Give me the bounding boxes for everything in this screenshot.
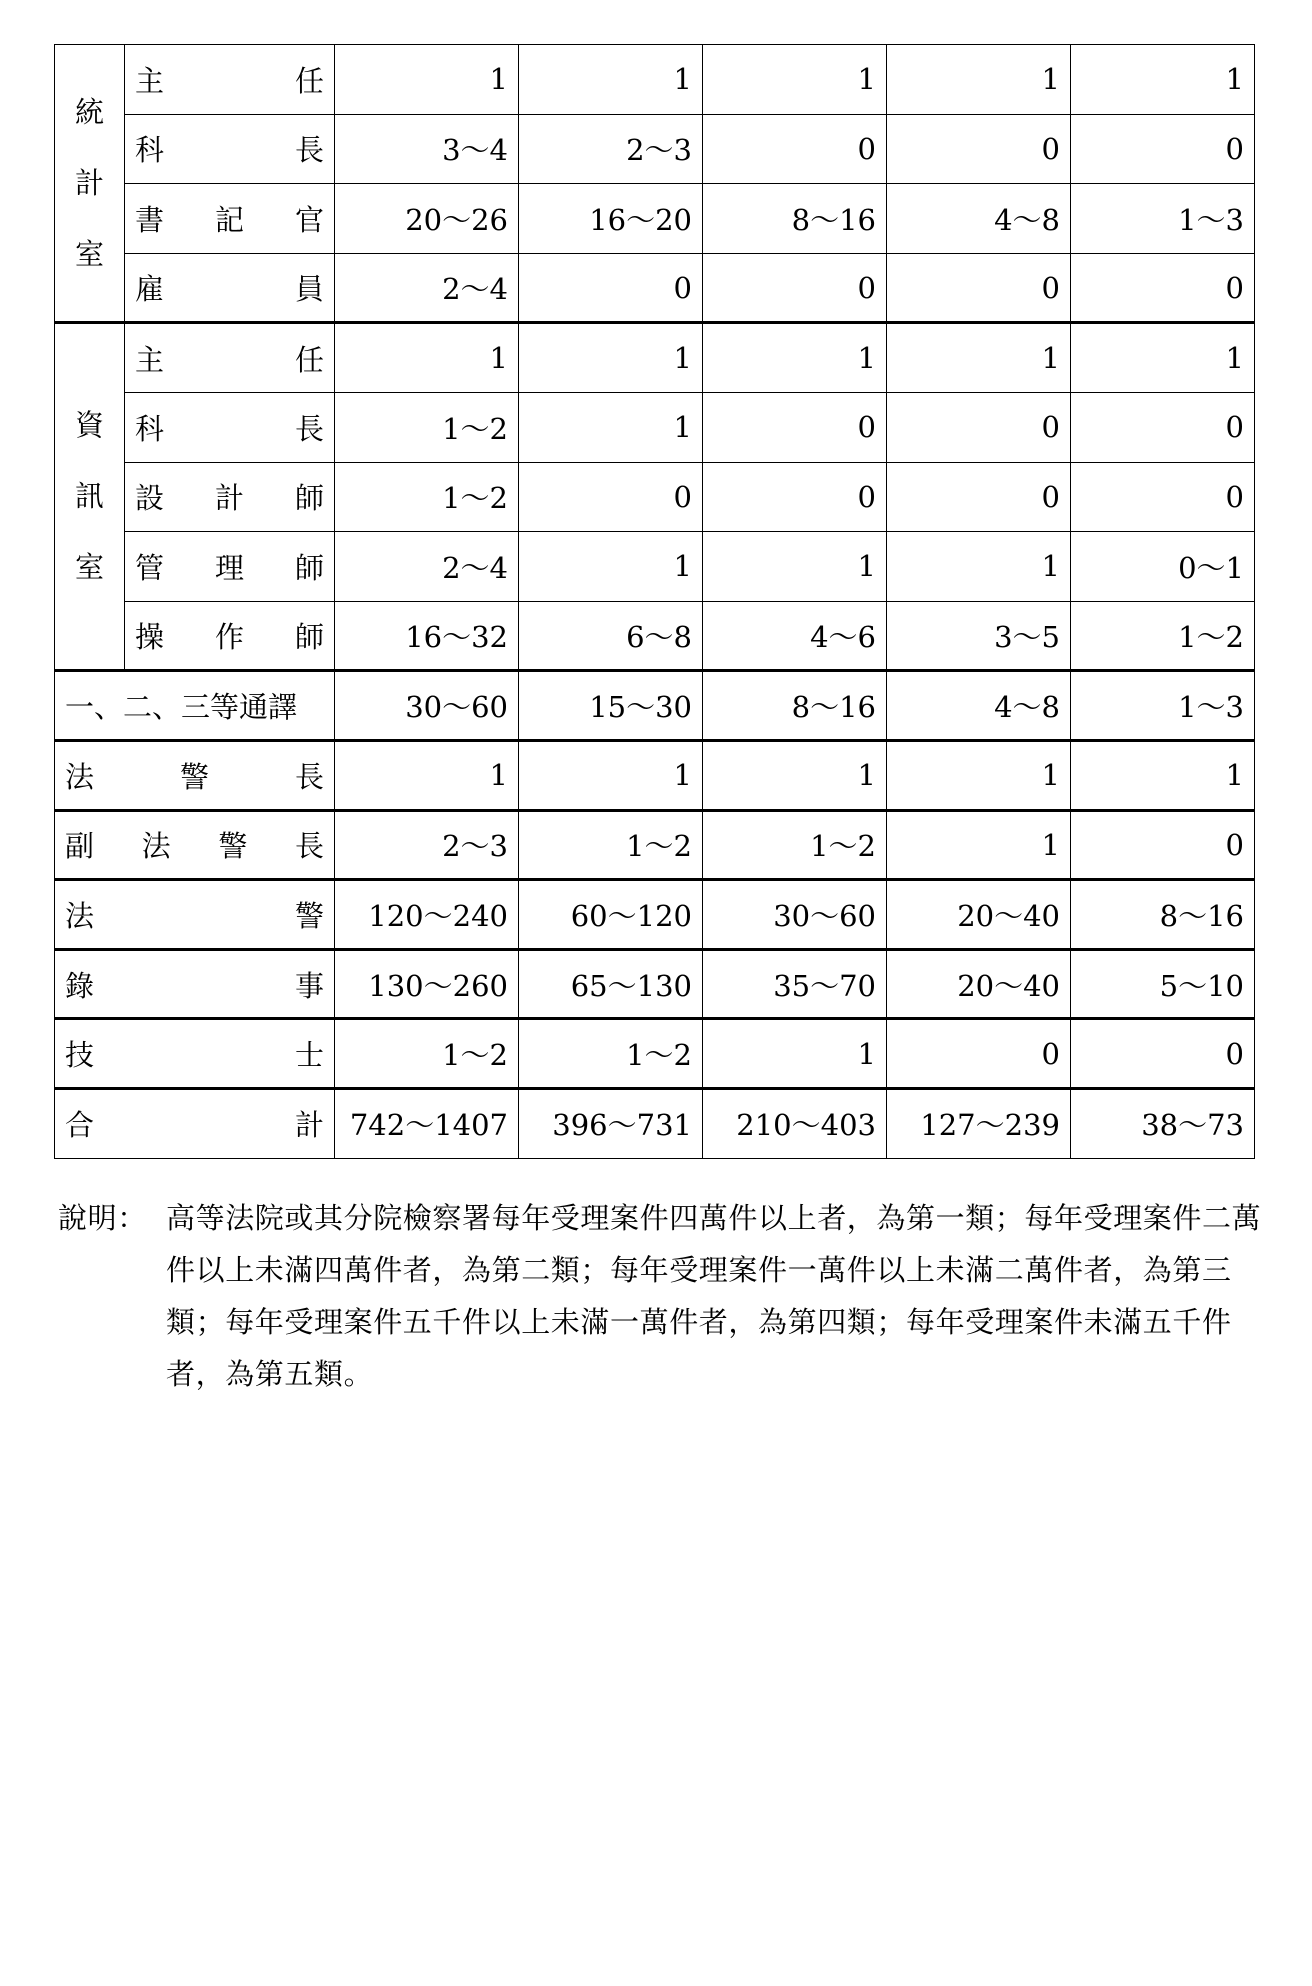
position-title-char: 雇 (135, 272, 165, 307)
position-title-char: 師 (294, 481, 324, 516)
table-row (55, 184, 1255, 254)
position-title-char: 主 (135, 63, 165, 98)
category-5-value: 0 (1071, 1019, 1255, 1089)
category-3-value: 0 (703, 253, 887, 323)
position-title (125, 601, 335, 671)
position-title-char: 警 (218, 829, 248, 864)
position-title (55, 1088, 335, 1158)
category-5-value: 8～16 (1071, 880, 1255, 950)
category-1-value: 1～2 (335, 392, 519, 462)
table-row (55, 601, 1255, 671)
category-1-value: 1 (335, 323, 519, 393)
category-4-value: 0 (887, 392, 1071, 462)
category-1-value: 2～4 (335, 253, 519, 323)
table-row (55, 114, 1255, 184)
category-1-value: 2～4 (335, 532, 519, 602)
category-4-value: 0 (887, 114, 1071, 184)
category-5-value: 38～73 (1071, 1088, 1255, 1158)
group-label-char: 資 (74, 408, 104, 443)
category-3-value: 0 (703, 462, 887, 532)
position-title (55, 740, 335, 810)
table-row (55, 532, 1255, 602)
position-title (125, 114, 335, 184)
category-2-value: 16～20 (519, 184, 703, 254)
category-2-value: 1 (519, 45, 703, 115)
category-3-value: 1 (703, 1019, 887, 1089)
position-title-char: 警 (179, 759, 209, 794)
position-title-char: 設 (135, 481, 165, 516)
category-2-value: 6～8 (519, 601, 703, 671)
position-title (55, 810, 335, 880)
note-text: 高等法院或其分院檢察署每年受理案件四萬件以上者，為第一類；每年受理案件二萬件以上未滿四萬件者，為第二類；每年受理案件一萬件以上未滿二萬件者，為第三類；每年受理案件五千件以上未滿一萬件者，為第四類；每年受理案件未滿五千件者，為第五類。 (166, 1201, 1262, 1391)
category-2-value: 65～130 (519, 949, 703, 1019)
category-4-value: 1 (887, 532, 1071, 602)
category-3-value: 1 (703, 740, 887, 810)
note-label: 說明： (58, 1201, 147, 1235)
position-title-char: 操 (135, 620, 165, 655)
position-title-char: 合 (65, 1108, 95, 1143)
category-1-value: 742～1407 (335, 1088, 519, 1158)
category-3-value: 1 (703, 323, 887, 393)
position-title (125, 45, 335, 115)
position-title-char: 管 (135, 550, 165, 585)
position-title-char: 長 (294, 133, 324, 168)
category-5-value: 0 (1071, 253, 1255, 323)
table-row (55, 392, 1255, 462)
category-4-value: 20～40 (887, 949, 1071, 1019)
table-row (55, 949, 1255, 1019)
group-label-char: 訊 (74, 479, 104, 514)
category-5-value: 0 (1071, 114, 1255, 184)
category-3-value: 0 (703, 114, 887, 184)
position-title-char: 法 (65, 898, 95, 933)
table-row (55, 671, 1255, 741)
category-1-value: 3～4 (335, 114, 519, 184)
category-3-value: 4～6 (703, 601, 887, 671)
category-5-value: 0 (1071, 462, 1255, 532)
position-title (55, 671, 335, 741)
position-title (125, 253, 335, 323)
position-title-char: 計 (214, 481, 244, 516)
category-3-value: 35～70 (703, 949, 887, 1019)
position-title-char: 長 (294, 829, 324, 864)
position-title (125, 532, 335, 602)
category-5-value: 1～3 (1071, 184, 1255, 254)
position-title-char: 事 (294, 968, 324, 1003)
position-title-char: 主 (135, 342, 165, 377)
category-4-value: 3～5 (887, 601, 1071, 671)
category-4-value: 1 (887, 45, 1071, 115)
position-title-char: 法 (65, 759, 95, 794)
category-4-value: 127～239 (887, 1088, 1071, 1158)
category-4-value: 1 (887, 740, 1071, 810)
position-title-char: 副 (65, 829, 95, 864)
category-5-value: 1～2 (1071, 601, 1255, 671)
group-label-char: 計 (74, 165, 104, 200)
position-title-char: 師 (294, 550, 324, 585)
position-title (55, 1019, 335, 1089)
category-5-value: 5～10 (1071, 949, 1255, 1019)
position-title-char: 科 (135, 133, 165, 168)
position-title-char: 員 (294, 272, 324, 307)
position-title-char: 計 (294, 1108, 324, 1143)
group-label-char: 統 (74, 94, 104, 129)
category-5-value: 0～1 (1071, 532, 1255, 602)
category-4-value: 1 (887, 323, 1071, 393)
category-2-value: 396～731 (519, 1088, 703, 1158)
category-5-value: 0 (1071, 392, 1255, 462)
group-label-char: 室 (74, 236, 104, 271)
position-title (125, 392, 335, 462)
category-4-value: 0 (887, 1019, 1071, 1089)
category-5-value: 0 (1071, 810, 1255, 880)
category-1-value: 20～26 (335, 184, 519, 254)
category-3-value: 1 (703, 532, 887, 602)
explanatory-note (58, 1192, 1288, 1400)
category-1-value: 120～240 (335, 880, 519, 950)
table-row (55, 810, 1255, 880)
position-title-char: 一、二、三等通譯 (65, 690, 298, 725)
category-5-value: 1 (1071, 45, 1255, 115)
position-title-char: 技 (65, 1038, 95, 1073)
category-3-value: 1～2 (703, 810, 887, 880)
position-title-char: 警 (294, 898, 324, 933)
category-1-value: 1 (335, 45, 519, 115)
category-2-value: 1 (519, 532, 703, 602)
category-2-value: 1～2 (519, 1019, 703, 1089)
category-2-value: 1 (519, 323, 703, 393)
category-2-value: 2～3 (519, 114, 703, 184)
table-row (55, 1088, 1255, 1158)
position-title-char: 任 (294, 342, 324, 377)
category-1-value: 1～2 (335, 462, 519, 532)
position-title (125, 184, 335, 254)
position-title (55, 880, 335, 950)
category-4-value: 0 (887, 253, 1071, 323)
category-1-value: 16～32 (335, 601, 519, 671)
category-2-value: 1 (519, 740, 703, 810)
category-1-value: 130～260 (335, 949, 519, 1019)
category-2-value: 1 (519, 392, 703, 462)
category-5-value: 1 (1071, 740, 1255, 810)
group-label-char: 室 (74, 550, 104, 585)
category-1-value: 2～3 (335, 810, 519, 880)
category-5-value: 1 (1071, 323, 1255, 393)
category-3-value: 210～403 (703, 1088, 887, 1158)
position-title-char: 錄 (65, 968, 95, 1003)
table-row (55, 323, 1255, 393)
category-2-value: 0 (519, 462, 703, 532)
position-title-char: 任 (294, 63, 324, 98)
category-4-value: 4～8 (887, 184, 1071, 254)
position-title-char: 長 (294, 411, 324, 446)
category-2-value: 0 (519, 253, 703, 323)
category-4-value: 0 (887, 462, 1071, 532)
category-1-value: 1 (335, 740, 519, 810)
position-title-char: 理 (214, 550, 244, 585)
category-4-value: 20～40 (887, 880, 1071, 950)
group-label (55, 45, 125, 323)
staffing-table (54, 44, 1255, 1159)
table-row (55, 45, 1255, 115)
table-row (55, 1019, 1255, 1089)
position-title (125, 462, 335, 532)
category-1-value: 1～2 (335, 1019, 519, 1089)
category-4-value: 4～8 (887, 671, 1071, 741)
category-2-value: 15～30 (519, 671, 703, 741)
group-label (55, 323, 125, 671)
category-1-value: 30～60 (335, 671, 519, 741)
category-4-value: 1 (887, 810, 1071, 880)
position-title-char: 記 (214, 202, 244, 237)
category-3-value: 8～16 (703, 671, 887, 741)
table-row (55, 740, 1255, 810)
category-3-value: 30～60 (703, 880, 887, 950)
position-title (125, 323, 335, 393)
category-2-value: 60～120 (519, 880, 703, 950)
category-5-value: 1～3 (1071, 671, 1255, 741)
position-title-char: 師 (294, 620, 324, 655)
table-body (55, 45, 1255, 1159)
position-title-char: 長 (294, 759, 324, 794)
table-row (55, 880, 1255, 950)
position-title-char: 作 (214, 620, 244, 655)
category-3-value: 1 (703, 45, 887, 115)
table-row (55, 253, 1255, 323)
category-3-value: 0 (703, 392, 887, 462)
category-2-value: 1～2 (519, 810, 703, 880)
position-title-char: 書 (135, 202, 165, 237)
position-title-char: 官 (294, 202, 324, 237)
position-title (55, 949, 335, 1019)
category-3-value: 8～16 (703, 184, 887, 254)
position-title-char: 法 (141, 829, 171, 864)
position-title-char: 科 (135, 411, 165, 446)
position-title-char: 士 (294, 1038, 324, 1073)
table-row (55, 462, 1255, 532)
